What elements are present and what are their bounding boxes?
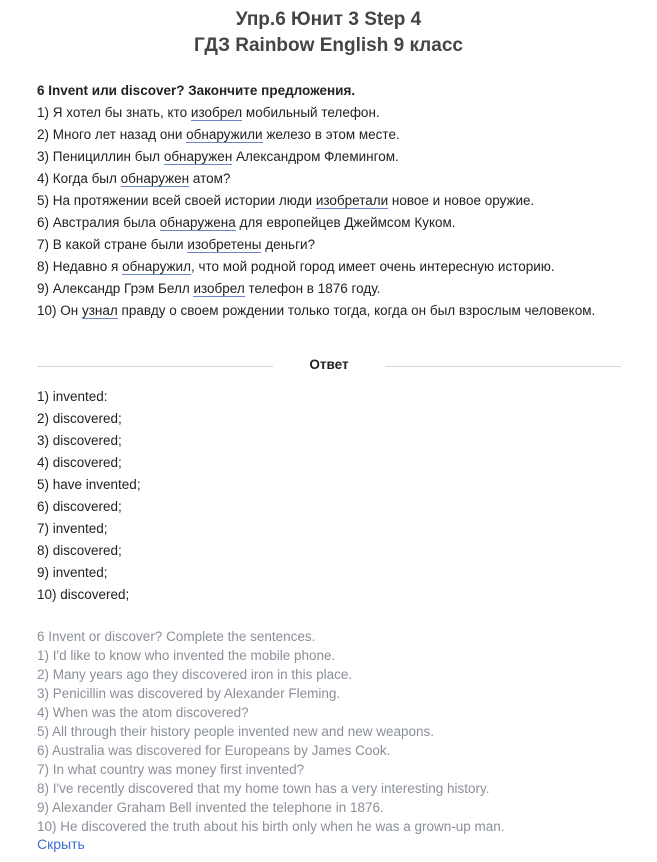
answer-label: Ответ (309, 357, 349, 372)
task-sentence (37, 102, 621, 124)
translation-line: 3) Penicillin was discovered by Alexander Fleming. (37, 686, 341, 701)
translation-line: 7) In what country was money first invented? (37, 762, 305, 777)
sentence-text: 2) Много лет назад они (37, 127, 187, 142)
sentence-text: 6) Австралия была (37, 215, 160, 230)
hide-link[interactable]: Скрыть (37, 836, 85, 852)
sentence-text: новое и новое оружие. (388, 193, 535, 208)
task-block (37, 80, 621, 322)
sentence-text: 7) В какой стране были (37, 237, 188, 252)
answer-item: 2) discovered; (37, 411, 122, 426)
sentence-text: мобильный телефон. (242, 105, 380, 120)
sentence-text: правду о своем рождении только тогда, когда он был взрослым человеком. (117, 303, 596, 318)
sentence-text: 1) Я хотел бы знать, кто (37, 105, 191, 120)
sentence-text: железо в этом месте. (262, 127, 400, 142)
task-sentence (37, 212, 621, 234)
sentence-text: 3) Пенициллин был (37, 149, 164, 164)
underlined-word: обнаружили (186, 127, 263, 142)
underlined-word: изобрел (193, 281, 245, 296)
task-sentence (37, 146, 621, 168)
sentence-text: атом? (189, 171, 231, 186)
sentence-text: телефон в 1876 году. (244, 281, 381, 296)
page-subtitle: ГДЗ Rainbow English 9 класс (194, 35, 463, 56)
answer-item: 9) invented; (37, 565, 108, 580)
underlined-word: изобрел (190, 105, 243, 120)
underlined-word: обнаружил (122, 259, 191, 274)
translation-line: 1) I'd like to know who invented the mobile phone. (37, 648, 336, 663)
underlined-word: обнаружена (159, 215, 236, 230)
sentence-text: 8) Недавно я (37, 259, 123, 274)
task-sentence (37, 168, 621, 190)
answer-item: 7) invented; (37, 521, 108, 536)
task-heading: 6 Invent или discover? Закончите предложения. (37, 83, 356, 98)
answer-item: 3) discovered; (37, 433, 122, 448)
underlined-word: обнаружен (163, 149, 233, 164)
answer-item: 1) invented: (37, 389, 108, 404)
task-sentence (37, 256, 621, 278)
answer-item: 6) discovered; (37, 499, 122, 514)
page-title: Упр.6 Юнит 3 Step 4 (235, 9, 422, 30)
task-sentence (37, 234, 621, 256)
underlined-word: изобретали (315, 193, 389, 208)
task-sentences (37, 102, 621, 322)
sentence-text: для европейцев Джеймсом Куком. (235, 215, 456, 230)
answer-item: 10) discovered; (37, 587, 130, 602)
task-sentence (37, 124, 621, 146)
translation-line: 4) When was the atom discovered? (37, 705, 249, 720)
answer-item: 8) discovered; (37, 543, 122, 558)
divider-line-right (385, 366, 621, 367)
task-sentence (37, 278, 621, 300)
underlined-word: изобретены (187, 237, 262, 252)
translation-line: 10) He discovered the truth about his birth only when he was a grown-up man. (37, 819, 505, 834)
task-sentence (37, 300, 621, 322)
translation-line: 6 Invent or discover? Complete the sentences. (37, 629, 316, 644)
underlined-word: узнал (81, 303, 118, 318)
translation-line: 2) Many years ago they discovered iron in this place. (37, 667, 353, 682)
translation-line: 8) I've recently discovered that my home town has a very interesting history. (37, 781, 490, 796)
sentence-text: , что мой родной город имеет очень интересную историю. (190, 259, 555, 274)
sentence-text: 4) Когда был (37, 171, 121, 186)
sentence-text: 5) На протяжении всей своей истории люди (37, 193, 316, 208)
translation-line: 9) Alexander Graham Bell invented the telephone in 1876. (37, 800, 384, 815)
answer-item: 5) have invented; (37, 477, 141, 492)
translation-block (37, 627, 505, 836)
answers-list (37, 386, 141, 606)
sentence-text: деньги? (261, 237, 316, 252)
sentence-text: 10) Он (37, 303, 82, 318)
answer-item: 4) discovered; (37, 455, 122, 470)
translation-line: 5) All through their history people invented new and new weapons. (37, 724, 435, 739)
answer-divider (37, 356, 621, 376)
translation-line: 6) Australia was discovered for Europeans by James Cook. (37, 743, 391, 758)
sentence-text: Александром Флемингом. (232, 149, 399, 164)
underlined-word: обнаружен (120, 171, 190, 186)
task-sentence (37, 190, 621, 212)
sentence-text: 9) Александр Грэм Белл (37, 281, 194, 296)
